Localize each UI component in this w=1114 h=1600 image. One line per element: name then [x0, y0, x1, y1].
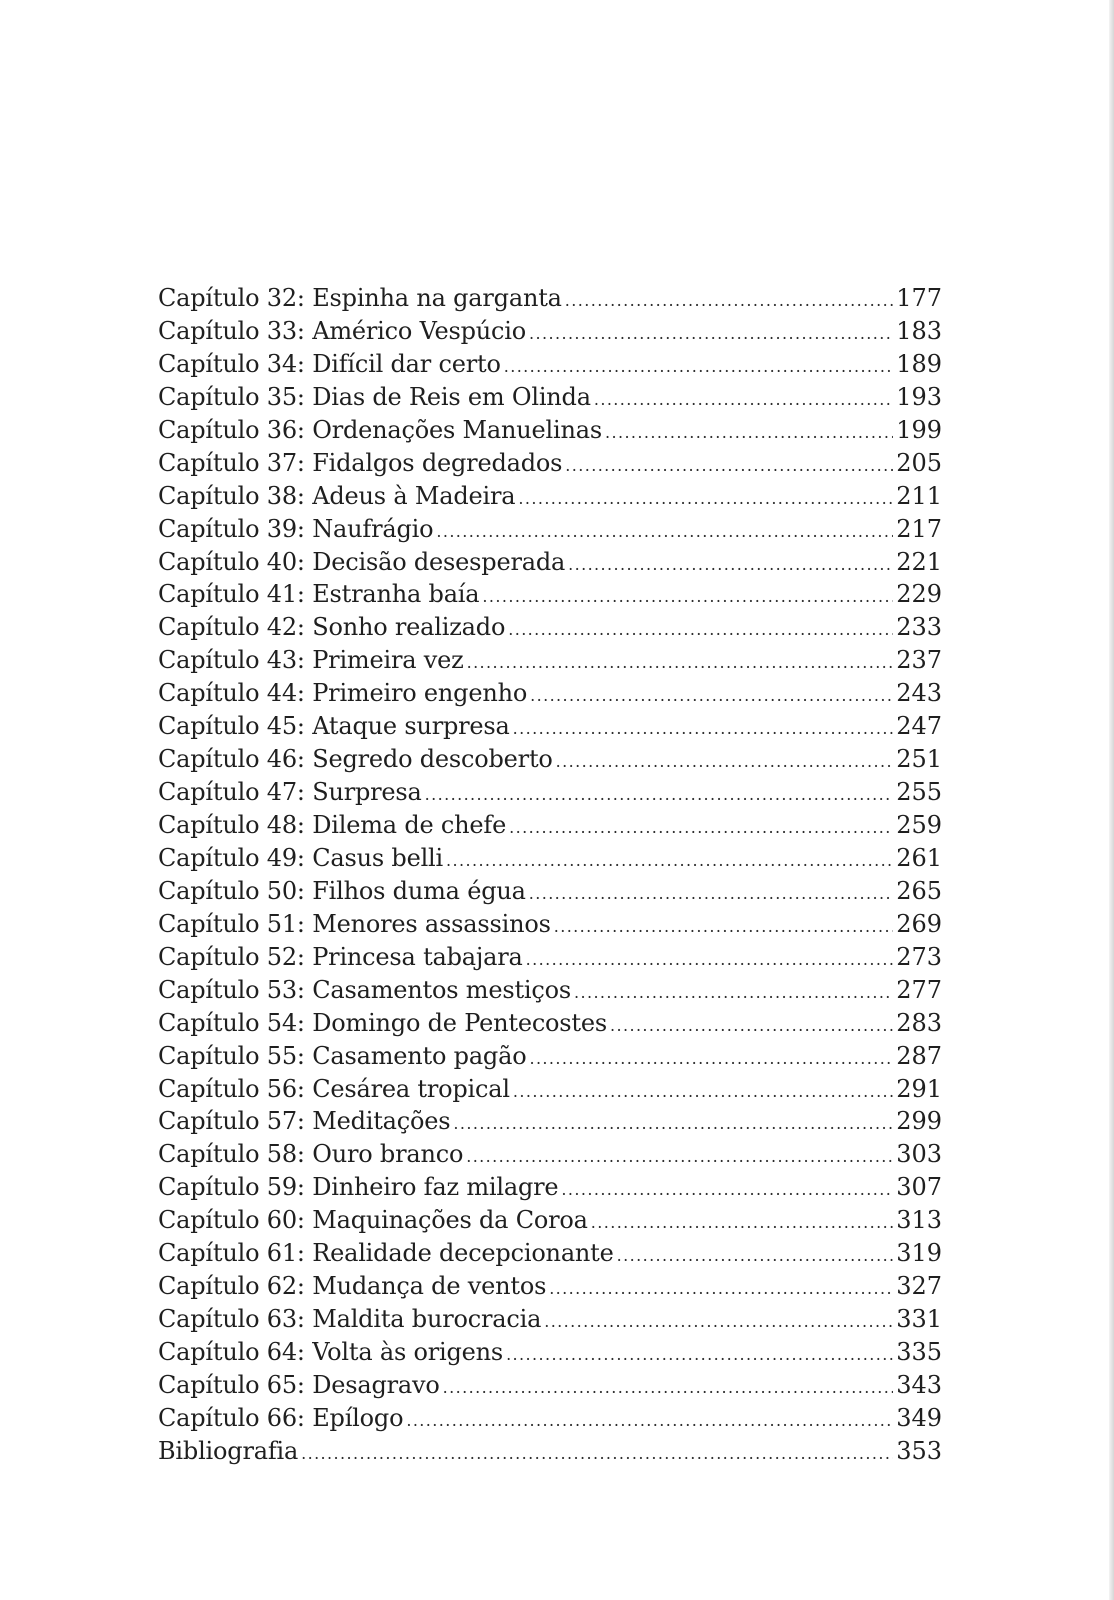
toc-entry: [158, 1007, 942, 1040]
toc-entry: [158, 1270, 942, 1303]
toc-entry: [158, 282, 942, 315]
toc-dot-leader: [556, 746, 894, 779]
toc-entry: [158, 1303, 942, 1336]
toc-entry: [158, 1204, 942, 1237]
toc-entry-page-number: 291: [896, 1074, 942, 1103]
toc-entry-page-number: 287: [896, 1041, 942, 1070]
toc-entry-title: Capítulo 56: Cesárea tropical: [158, 1074, 510, 1103]
toc-entry: [158, 776, 942, 809]
toc-entry-title: Capítulo 32: Espinha na garganta: [158, 284, 562, 312]
toc-dot-leader: [565, 285, 893, 318]
toc-entry-page-number: 319: [896, 1239, 942, 1268]
toc-entry-page-number: 247: [896, 712, 942, 741]
toc-dot-leader: [610, 1010, 893, 1043]
toc-entry-page-number: 183: [896, 316, 942, 345]
toc-entry-title: Capítulo 65: Desagravo: [158, 1370, 440, 1399]
toc-dot-leader: [301, 1438, 893, 1471]
toc-entry-title: Capítulo 66: Epílogo: [158, 1403, 404, 1432]
toc-entry-page-number: 211: [896, 481, 942, 510]
toc-dot-leader: [617, 1240, 894, 1273]
toc-entry-title: Capítulo 33: Américo Vespúcio: [158, 316, 527, 345]
toc-dot-leader: [513, 1076, 893, 1109]
toc-dot-leader: [436, 516, 893, 549]
toc-dot-leader: [529, 318, 893, 351]
toc-entry-title: Capítulo 38: Adeus à Madeira: [158, 481, 516, 510]
toc-dot-leader: [506, 1339, 893, 1372]
toc-entry-title: Capítulo 37: Fidalgos degredados: [158, 448, 563, 477]
toc-dot-leader: [529, 1043, 893, 1076]
toc-entry-page-number: 331: [896, 1305, 942, 1334]
toc-entry-title: Capítulo 52: Princesa tabajara: [158, 942, 523, 971]
toc-entry-page-number: 189: [896, 349, 942, 378]
toc-entry-page-number: 269: [896, 909, 942, 938]
toc-entry: [158, 447, 942, 480]
toc-dot-leader: [594, 384, 893, 417]
toc-entry: [158, 1237, 942, 1270]
toc-entry-page-number: 353: [896, 1436, 942, 1465]
toc-dot-leader: [482, 581, 893, 614]
toc-entry-title: Capítulo 57: Meditações: [158, 1107, 451, 1136]
toc-entry-page-number: 221: [896, 547, 942, 576]
toc-dot-leader: [504, 351, 893, 384]
toc-dot-leader: [508, 614, 893, 647]
toc-dot-leader: [529, 878, 893, 911]
toc-entry: [158, 644, 942, 677]
toc-dot-leader: [513, 713, 894, 746]
toc-entry-title: Capítulo 61: Realidade decepcionante: [158, 1239, 614, 1268]
toc-entry: [158, 1138, 942, 1171]
toc-entry: [158, 315, 942, 348]
toc-entry-page-number: 313: [896, 1206, 942, 1235]
toc-entry-title: Capítulo 58: Ouro branco: [158, 1140, 464, 1169]
toc-dot-leader: [605, 417, 893, 450]
toc-entry: [158, 611, 942, 644]
toc-entry-title: Capítulo 51: Menores assassinos: [158, 909, 551, 938]
toc-entry-page-number: 273: [896, 942, 942, 971]
toc-entry-page-number: 243: [896, 679, 942, 708]
toc-entry-page-number: 265: [896, 876, 942, 905]
toc-entry-page-number: 335: [896, 1338, 942, 1366]
toc-entry-page-number: 327: [896, 1272, 942, 1301]
toc-entry: [158, 578, 942, 611]
toc-dot-leader: [544, 1306, 893, 1339]
toc-entry: [158, 974, 942, 1007]
toc-entry-title: Capítulo 45: Ataque surpresa: [158, 712, 510, 741]
toc-entry-title: Capítulo 49: Casus belli: [158, 843, 444, 872]
toc-entry: [158, 1105, 942, 1138]
toc-dot-leader: [443, 1372, 894, 1405]
toc-dot-leader: [591, 1207, 893, 1240]
toc-entry: [158, 941, 942, 974]
toc-entry: [158, 1336, 942, 1369]
toc-dot-leader: [518, 483, 893, 516]
toc-entry: [158, 809, 942, 842]
toc-entry-page-number: 217: [896, 514, 942, 543]
toc-entry: [158, 677, 942, 710]
toc-entry-title: Capítulo 64: Volta às origens: [158, 1338, 504, 1366]
toc-entry-title: Capítulo 35: Dias de Reis em Olinda: [158, 382, 591, 411]
toc-entry-page-number: 261: [896, 843, 942, 872]
toc-entry: [158, 480, 942, 513]
toc-entry-page-number: 177: [896, 284, 942, 312]
toc-entry-title: Capítulo 36: Ordenações Manuelinas: [158, 415, 602, 444]
toc-entry-page-number: 205: [896, 448, 942, 477]
toc-entry-page-number: 283: [896, 1008, 942, 1037]
toc-dot-leader: [565, 450, 893, 483]
toc-dot-leader: [509, 812, 893, 845]
toc-entry-title: Bibliografia: [158, 1436, 299, 1465]
toc-entry: [158, 546, 942, 579]
toc-entry: [158, 1369, 942, 1402]
toc-dot-leader: [453, 1108, 893, 1141]
toc-entry-title: Capítulo 50: Filhos duma égua: [158, 876, 526, 905]
toc-entry: [158, 908, 942, 941]
toc-entry: [158, 513, 942, 546]
toc-entry: [158, 1040, 942, 1073]
toc-entry: [158, 875, 942, 908]
toc-dot-leader: [549, 1273, 893, 1306]
toc-entry-title: Capítulo 40: Decisão desesperada: [158, 547, 566, 576]
toc-entry-title: Capítulo 39: Naufrágio: [158, 514, 434, 543]
toc-entry-page-number: 343: [896, 1370, 942, 1399]
toc-entry-title: Capítulo 60: Maquinações da Coroa: [158, 1206, 588, 1235]
toc-dot-leader: [467, 647, 894, 680]
toc-entry-title: Capítulo 48: Dilema de chefe: [158, 811, 507, 839]
toc-entry: [158, 1171, 942, 1204]
toc-entry-page-number: 277: [896, 975, 942, 1004]
toc-entry-title: Capítulo 47: Surpresa: [158, 778, 422, 807]
toc-dot-leader: [554, 911, 893, 944]
toc-entry: [158, 842, 942, 875]
toc-entry-title: Capítulo 53: Casamentos mestiços: [158, 975, 571, 1004]
toc-dot-leader: [425, 779, 894, 812]
toc-dot-leader: [574, 977, 893, 1010]
table-of-contents: [158, 282, 942, 1468]
toc-entry-page-number: 349: [896, 1403, 942, 1432]
toc-entry: [158, 743, 942, 776]
toc-entry-page-number: 229: [896, 580, 942, 609]
toc-entry-title: Capítulo 34: Difícil dar certo: [158, 349, 501, 378]
toc-dot-leader: [561, 1174, 893, 1207]
toc-entry-page-number: 199: [896, 415, 942, 444]
toc-entry-title: Capítulo 54: Domingo de Pentecostes: [158, 1008, 607, 1037]
toc-dot-leader: [526, 944, 894, 977]
toc-entry-title: Capítulo 55: Casamento pagão: [158, 1041, 527, 1070]
toc-entry-page-number: 193: [896, 382, 942, 411]
toc-entry-page-number: 233: [896, 613, 942, 642]
toc-entry-page-number: 237: [896, 646, 942, 675]
toc-entry-page-number: 259: [896, 811, 942, 839]
toc-entry: [158, 1402, 942, 1435]
toc-entry: [158, 1435, 942, 1468]
toc-entry-title: Capítulo 63: Maldita burocracia: [158, 1305, 542, 1334]
toc-entry: [158, 1073, 942, 1106]
toc-entry: [158, 414, 942, 447]
toc-entry-page-number: 307: [896, 1173, 942, 1202]
toc-entry-page-number: 299: [896, 1107, 942, 1136]
toc-dot-leader: [568, 549, 893, 582]
toc-entry-page-number: 251: [896, 745, 942, 774]
toc-entry-page-number: 255: [896, 778, 942, 807]
toc-dot-leader: [530, 680, 893, 713]
toc-entry-title: Capítulo 44: Primeiro engenho: [158, 679, 528, 708]
toc-entry-title: Capítulo 59: Dinheiro faz milagre: [158, 1173, 559, 1202]
toc-dot-leader: [446, 845, 893, 878]
page-edge-shadow: [1109, 0, 1114, 1600]
toc-entry-title: Capítulo 42: Sonho realizado: [158, 613, 506, 642]
toc-entry: [158, 710, 942, 743]
toc-entry-title: Capítulo 46: Segredo descoberto: [158, 745, 553, 774]
toc-entry: [158, 381, 942, 414]
toc-entry-page-number: 303: [896, 1140, 942, 1169]
toc-entry-title: Capítulo 62: Mudança de ventos: [158, 1272, 547, 1301]
toc-entry-title: Capítulo 41: Estranha baía: [158, 580, 480, 609]
toc-dot-leader: [406, 1405, 893, 1438]
toc-entry: [158, 348, 942, 381]
toc-entry-title: Capítulo 43: Primeira vez: [158, 646, 464, 675]
toc-dot-leader: [466, 1141, 893, 1174]
